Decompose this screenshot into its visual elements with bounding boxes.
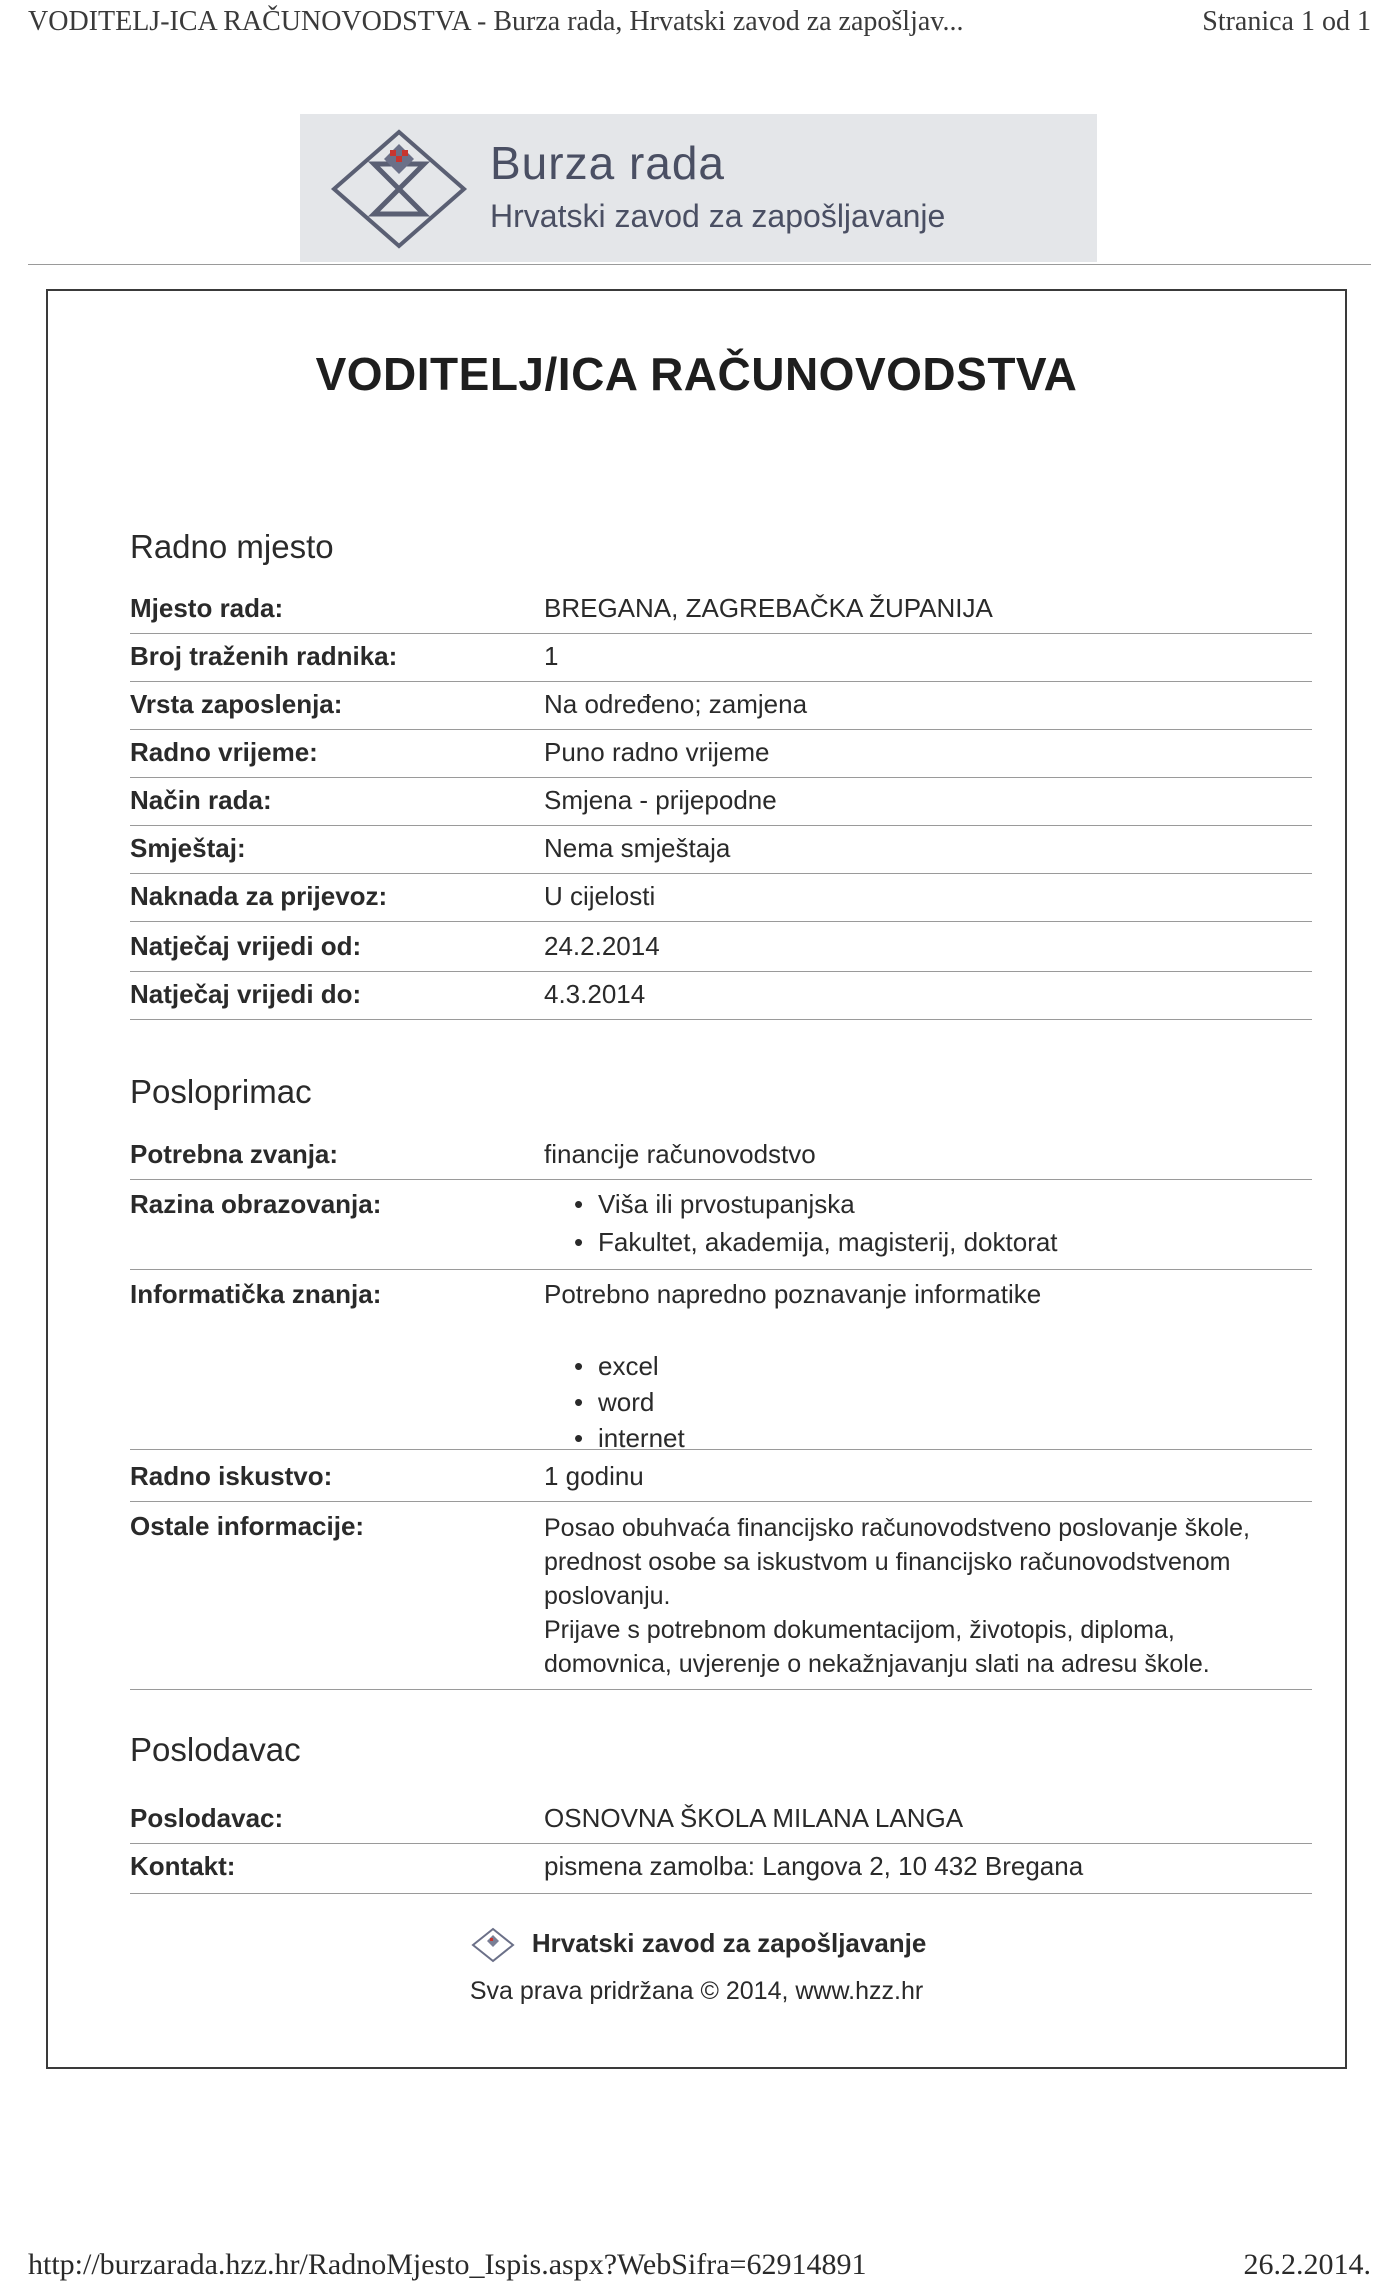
footer-copyright: Sva prava pridržana © 2014, www.hzz.hr xyxy=(469,1977,924,2005)
text-line: poslovanju. xyxy=(544,1582,671,1610)
row-value: Nema smještaja xyxy=(544,833,731,863)
print-header-title: VODITELJ-ICA RAČUNOVODSTVA - Burza rada, Hrvatski zavod za zapošljav... xyxy=(28,6,964,37)
row-value: 1 xyxy=(544,641,559,671)
footer-org-name: Hrvatski zavod za zapošljavanje xyxy=(531,1927,927,1958)
header-divider xyxy=(28,264,1371,265)
row-value: financije računovodstvo xyxy=(544,1139,816,1169)
hzz-small-logo-icon xyxy=(467,1925,519,1965)
row-label: Radno iskustvo: xyxy=(130,1461,333,1491)
banner-subtitle: Hrvatski zavod za zapošljavanje xyxy=(490,198,946,234)
row-label: Naknada za prijevoz: xyxy=(130,881,388,911)
row-value: OSNOVNA ŠKOLA MILANA LANGA xyxy=(544,1803,964,1833)
row-value: Puno radno vrijeme xyxy=(544,737,770,767)
row-value: U cijelosti xyxy=(544,881,656,911)
row-label: Informatička znanja: xyxy=(130,1279,382,1309)
row-poslodavac xyxy=(130,1803,1312,1844)
row-label: Vrsta zaposlenja: xyxy=(130,689,343,719)
job-listing-frame xyxy=(46,289,1347,2069)
list-item: • Fakultet, akademija, magisterij, doktorat xyxy=(598,1227,1058,1258)
section-posloprimac: Posloprimac xyxy=(130,1073,312,1110)
row-label: Smještaj: xyxy=(130,833,246,863)
text-line: Prijave s potrebnom dokumentacijom, životopis, diploma, xyxy=(544,1616,1175,1644)
row-radno-mjesto xyxy=(130,931,1312,972)
hzz-banner xyxy=(300,114,1097,262)
row-radno-iskustvo xyxy=(130,1461,1312,1502)
row-value: 4.3.2014 xyxy=(544,979,646,1009)
row-value: 1 godinu xyxy=(544,1461,644,1491)
row-value: Potrebno napredno poznavanje informatike xyxy=(544,1279,1042,1309)
row-ostale-informacije xyxy=(130,1511,1312,1690)
footer-org xyxy=(48,1925,1345,1965)
row-label: Potrebna zvanja: xyxy=(130,1139,339,1169)
row-label: Natječaj vrijedi od: xyxy=(130,931,362,961)
row-radno-mjesto xyxy=(130,689,1312,730)
print-footer-url: http://burzarada.hzz.hr/RadnoMjesto_Ispis.aspx?WebSifra=62914891 xyxy=(28,2248,867,2281)
row-label: Razina obrazovanja: xyxy=(130,1189,382,1219)
row-value: pismena zamolba: Langova 2, 10 432 Bregana xyxy=(544,1851,1084,1881)
row-radno-mjesto xyxy=(130,737,1312,778)
section-poslodavac: Poslodavac xyxy=(130,1731,301,1768)
row-label: Radno vrijeme: xyxy=(130,737,318,767)
text-line: Posao obuhvaća financijsko računovodstveno poslovanje škole, xyxy=(544,1514,1251,1542)
row-value: 24.2.2014 xyxy=(544,931,660,961)
list-item: • word xyxy=(598,1387,654,1418)
list-item: • internet xyxy=(598,1423,685,1454)
row-potrebna-zvanja xyxy=(130,1139,1312,1180)
text-line: prednost osobe sa iskustvom u financijsko računovodstvenom xyxy=(544,1548,1231,1576)
row-label: Način rada: xyxy=(130,785,272,815)
print-footer xyxy=(28,2248,1371,2282)
ostale-informacije-text xyxy=(544,1511,1304,1681)
banner-title: Burza rada xyxy=(490,137,726,189)
print-header xyxy=(28,6,1371,38)
row-label: Kontakt: xyxy=(130,1851,236,1881)
row-value: BREGANA, ZAGREBAČKA ŽUPANIJA xyxy=(544,593,993,623)
row-value: Smjena - prijepodne xyxy=(544,785,777,815)
row-radno-mjesto xyxy=(130,593,1312,634)
row-radno-mjesto xyxy=(130,979,1312,1020)
row-label: Natječaj vrijedi do: xyxy=(130,979,362,1009)
job-title: VODITELJ/ICA RAČUNOVODSTVA xyxy=(315,348,1078,400)
row-radno-mjesto xyxy=(130,881,1312,922)
row-radno-mjesto xyxy=(130,785,1312,826)
row-label: Poslodavac: xyxy=(130,1803,284,1833)
row-label: Broj traženih radnika: xyxy=(130,641,398,671)
row-razina-obrazovanja xyxy=(130,1189,1312,1270)
text-line: domovnica, uvjerenje o nekažnjavanju slati na adresu škole. xyxy=(544,1650,1210,1678)
row-radno-mjesto xyxy=(130,641,1312,682)
print-header-page: Stranica 1 od 1 xyxy=(1202,6,1371,37)
row-value: Na određeno; zamjena xyxy=(544,689,808,719)
row-label: Mjesto rada: xyxy=(130,593,284,623)
row-kontakt xyxy=(130,1851,1312,1894)
row-label: Ostale informacije: xyxy=(130,1511,365,1541)
print-footer-date: 26.2.2014. xyxy=(1243,2248,1371,2281)
list-item: • excel xyxy=(598,1351,659,1382)
list-item: • Viša ili prvostupanjska xyxy=(598,1189,855,1220)
section-radno-mjesto: Radno mjesto xyxy=(130,528,334,565)
hzz-logo-icon xyxy=(314,124,484,254)
row-informaticka-znanja xyxy=(130,1279,1312,1453)
row-radno-mjesto xyxy=(130,833,1312,874)
